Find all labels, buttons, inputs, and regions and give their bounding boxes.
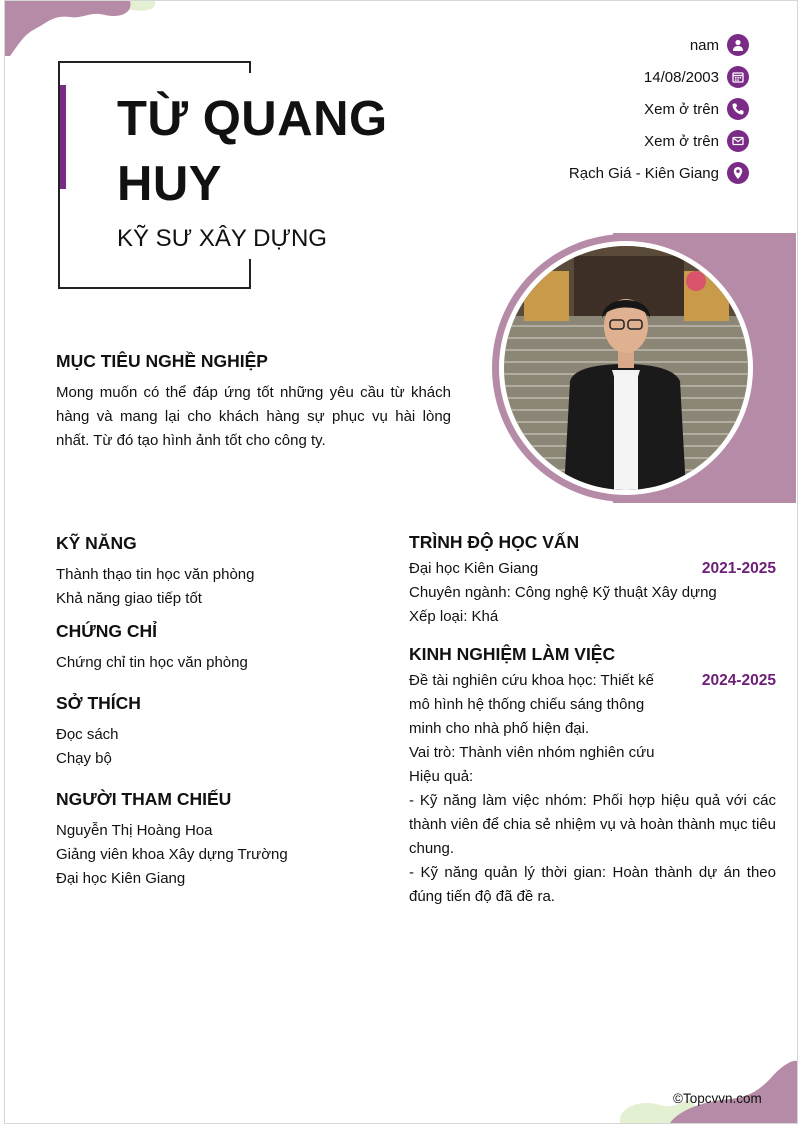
experience-years: 2024-2025 — [701, 672, 776, 689]
experience-title: KINH NGHIỆM LÀM VIỆC — [409, 644, 616, 664]
references-title: NGƯỜI THAM CHIẾU — [56, 789, 232, 809]
person-icon — [727, 34, 749, 56]
contact-address — [569, 161, 749, 185]
profile-photo-illustration — [504, 246, 748, 490]
top-left-decoration — [5, 1, 165, 61]
objective-title: MỤC TIÊU NGHỀ NGHIỆP — [56, 351, 268, 371]
mail-icon — [727, 130, 749, 152]
contact-phone-text: Xem ở trên — [644, 100, 719, 118]
contact-gender — [690, 33, 749, 57]
contact-gender-text: nam — [689, 36, 719, 54]
hobby-item: Đọc sách — [56, 726, 119, 743]
experience-project-line: Đề tài nghiên cứu khoa học: Thiết kế — [409, 672, 654, 689]
skills-title: KỸ NĂNG — [56, 533, 137, 553]
candidate-name-line1: TỪ QUANG — [117, 91, 392, 147]
education-major: Chuyên ngành: Công nghệ Kỹ thuật Xây dựng — [409, 584, 717, 601]
skill-item: Khả năng giao tiếp tốt — [56, 590, 202, 607]
education-title: TRÌNH ĐỘ HỌC VẤN — [409, 532, 580, 552]
education-rank: Xếp loại: Khá — [409, 608, 499, 625]
experience-results-label: Hiệu quả: — [409, 768, 474, 785]
objective-text: Mong muốn có thể đáp ứng tốt những yêu cầu từ khách hàng và mang lại cho khách hàng sự phục vụ hài lòng nhất. Từ đó tạo hình ảnh tốt cho công ty. — [56, 384, 451, 449]
name-accent-bar — [60, 85, 66, 189]
profile-photo — [504, 246, 748, 490]
job-title: KỸ SƯ XÂY DỰNG — [117, 225, 331, 253]
certificates-title: CHỨNG CHỈ — [56, 621, 158, 641]
experience-result-item: - Kỹ năng làm việc nhóm: Phối hợp hiệu quả với các thành viên để chia sẻ nhiệm vụ và hoàn thành mục tiêu chung. — [409, 792, 776, 857]
experience-project-line: mô hình hệ thống chiếu sáng thông — [409, 696, 645, 713]
phone-icon — [727, 98, 749, 120]
reference-line: Giảng viên khoa Xây dựng Trường — [56, 846, 288, 863]
education-school: Đại học Kiên Giang — [409, 560, 539, 577]
hobbies-title: SỞ THÍCH — [56, 693, 141, 713]
calendar-icon — [727, 66, 749, 88]
reference-line: Nguyễn Thị Hoàng Hoa — [56, 822, 213, 839]
contact-email — [644, 129, 749, 153]
experience-details — [409, 741, 776, 909]
contact-birthdate — [644, 65, 749, 89]
cv-page — [4, 0, 798, 1124]
experience-result-item: - Kỹ năng quản lý thời gian: Hoàn thành dự án theo đúng tiến độ đã đề ra. — [409, 864, 776, 905]
reference-line: Đại học Kiên Giang — [56, 870, 186, 887]
skill-item: Thành thạo tin học văn phòng — [56, 566, 255, 583]
contact-address-text: Rạch Giá - Kiên Giang — [568, 164, 719, 182]
contact-phone — [644, 97, 749, 121]
footer-brand: ©Topcvvn.com — [673, 1091, 762, 1106]
certificate-item: Chứng chỉ tin học văn phòng — [56, 654, 248, 671]
contact-email-text: Xem ở trên — [644, 132, 719, 150]
contact-birthdate-text: 14/08/2003 — [643, 68, 719, 86]
experience-project-line: minh cho nhà phố hiện đại. — [409, 720, 590, 737]
experience-role: Vai trò: Thành viên nhóm nghiên cứu — [409, 744, 655, 761]
candidate-name-line2: HUY — [117, 156, 226, 212]
location-icon — [727, 162, 749, 184]
hobby-item: Chạy bộ — [56, 750, 112, 767]
education-years: 2021-2025 — [701, 560, 776, 577]
